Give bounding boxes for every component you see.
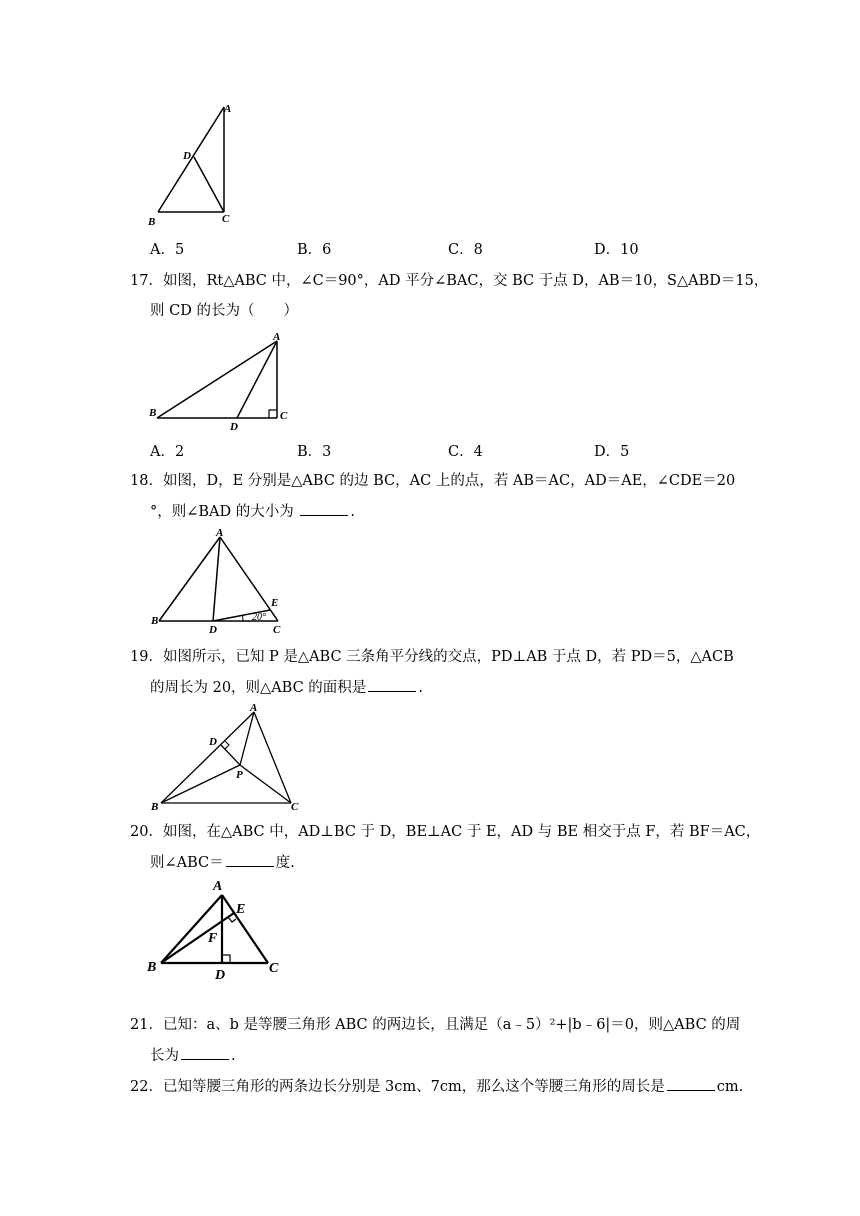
q17-label-D: D — [230, 421, 238, 433]
q21-text-line2-a: 长为 — [150, 1048, 179, 1064]
q16-figure — [140, 95, 250, 235]
q19-label-P: P — [236, 769, 243, 781]
q18-text-line2 — [150, 501, 355, 522]
q20-answer-blank[interactable] — [226, 852, 274, 867]
q17-label-C: C — [280, 410, 288, 422]
q17-option-b: B．3 — [297, 444, 332, 460]
q17-text-line2: 则 CD 的长为（ ） — [150, 303, 298, 319]
q16-option-d: D．10 — [594, 242, 639, 258]
q22-text-line1-a: 22．已知等腰三角形的两条边长分别是 3cm、7cm，那么这个等腰三角形的周长是 — [130, 1079, 665, 1095]
q20-label-E: E — [236, 902, 246, 917]
q19-text-line1: 19．如图所示，已知 P 是△ABC 三条角平分线的交点，PD⊥AB 于点 D，若 PD＝5，△ACB — [130, 649, 734, 665]
q18-label-C: C — [273, 624, 281, 636]
q17-label-B: B — [149, 407, 157, 419]
q19-label-A: A — [250, 702, 258, 714]
q20-text-line1: 20．如图，在△ABC 中，AD⊥BC 于 D，BE⊥AC 于 E，AD 与 BE 相交于点 F，若 BF＝AC， — [130, 824, 761, 840]
q20-label-B: B — [147, 960, 157, 975]
q20-label-D: D — [215, 968, 226, 983]
q18-text-line2-b: . — [350, 504, 355, 520]
q16-label-A: A — [224, 103, 232, 115]
q16-label-D: D — [183, 150, 191, 162]
q18-angle-label: 20° — [252, 612, 266, 623]
q20-label-C: C — [269, 961, 279, 976]
q18-text-line1: 18．如图，D，E 分别是△ABC 的边 BC，AC 上的点，若 AB＝AC，AD＝AE，∠CDE＝20 — [130, 473, 736, 489]
q19-text-line2 — [150, 677, 423, 698]
q19-label-D: D — [209, 736, 217, 748]
q16-option-c: C．8 — [448, 242, 483, 258]
q22-text-line1 — [130, 1076, 743, 1097]
q20-text-line2-a: 则∠ABC＝ — [150, 855, 224, 871]
q19-label-B: B — [151, 801, 159, 813]
q21-text-line2 — [150, 1045, 236, 1066]
q21-text-line1: 21．已知：a、b 是等腰三角形 ABC 的两边长，且满足（a﹣5）²+|b﹣6|＝0，则△ABC 的周 — [130, 1017, 741, 1033]
q19-text-line2-b: . — [418, 680, 423, 696]
q18-label-D: D — [209, 624, 217, 636]
q17-option-c: C．4 — [448, 444, 483, 460]
q20-label-F: F — [208, 931, 218, 946]
q17-text-line1: 17．如图，Rt△ABC 中，∠C＝90°，AD 平分∠BAC，交 BC 于点 D，AB＝10，S△ABD＝15， — [130, 273, 769, 289]
q17-option-d: D．5 — [594, 444, 630, 460]
q21-answer-blank[interactable] — [181, 1045, 229, 1060]
q18-label-A: A — [216, 527, 224, 539]
q16-label-C: C — [222, 213, 230, 225]
q20-figure — [143, 875, 293, 985]
q20-text-line2 — [150, 852, 295, 873]
q18-answer-blank[interactable] — [300, 501, 348, 516]
q18-text-line2-a: °，则∠BAD 的大小为 — [150, 504, 294, 520]
q18-figure — [145, 525, 295, 640]
q19-figure — [145, 700, 315, 815]
q17-option-a: A．2 — [150, 444, 185, 460]
q20-label-A: A — [213, 879, 223, 894]
q17-figure — [145, 330, 305, 435]
q19-label-C: C — [291, 801, 299, 813]
q19-answer-blank[interactable] — [368, 677, 416, 692]
q16-label-B: B — [148, 216, 156, 228]
q18-label-E: E — [271, 597, 279, 609]
q20-text-line2-b: 度. — [275, 855, 295, 871]
q16-option-b: B．6 — [297, 242, 332, 258]
q18-label-B: B — [151, 615, 159, 627]
q22-text-line1-b: cm. — [716, 1079, 744, 1095]
q19-text-line2-a: 的周长为 20，则△ABC 的面积是 — [150, 680, 367, 696]
q16-option-a: A．5 — [150, 242, 185, 258]
q21-text-line2-b: . — [231, 1048, 236, 1064]
q22-answer-blank[interactable] — [667, 1076, 715, 1091]
q17-label-A: A — [273, 331, 281, 343]
